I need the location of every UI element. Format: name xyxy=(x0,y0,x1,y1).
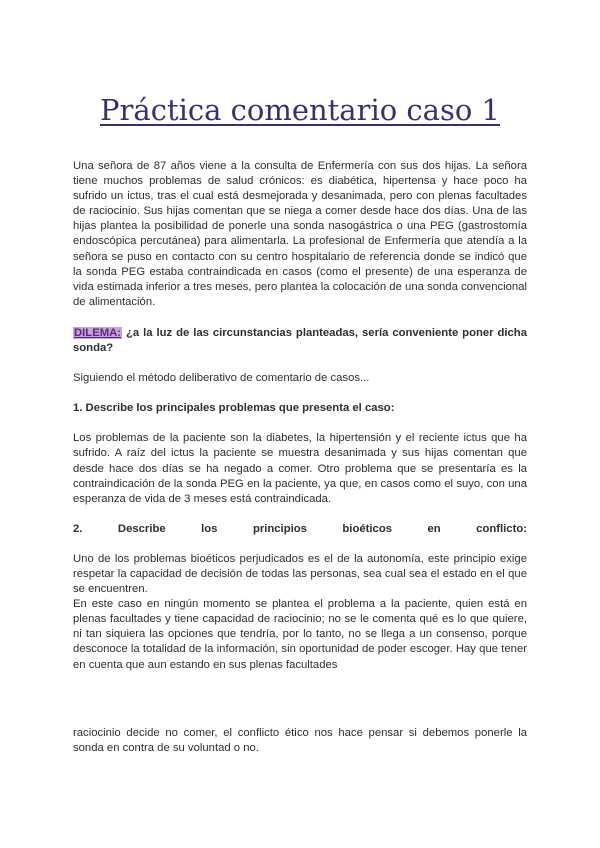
document-body-continued xyxy=(73,726,527,756)
section-1-answer: Los problemas de la paciente son la diabetes, la hipertensión y el reciente ictus que ha sufrido. A raíz del ictus la paciente se muestra desanimada y sus hijas comentan que desde hace dos días se ha negado a comer. Otro problema que se presentaría es la contraindicación de la sonda PEG en la paciente, ya que, en casos como el suyo, con una esperanza de vida de 3 meses está contraindicada. xyxy=(73,432,527,505)
method-intro: Siguiendo el método deliberativo de comentario de casos... xyxy=(73,372,370,385)
section-2-answer-case: En este caso en ningún momento se plantea el problema a la paciente, quien está en plenas facultades y tiene capacidad de raciocinio; no se le comenta qué es lo que quiere, ni tan siquiera las opciones que tendría, por lo tanto, no se llega a un consenso, porque desconoce la totalidad de la información, sin oportunidad de poder escoger. Hay que tener en cuenta que aun estando en sus plenas facultades xyxy=(73,598,527,671)
section-2-answer-conclusion: raciocinio decide no comer, el conflicto ético nos hace pensar si debemos ponerle la sonda en contra de su voluntad o no. xyxy=(73,727,527,755)
document-body xyxy=(73,159,527,673)
section-2-heading: 2. Describe los principios bioéticos en conflicto: xyxy=(73,522,527,535)
case-description: Una señora de 87 años viene a la consulta de Enfermería con sus dos hijas. La señora tiene muchos problemas de salud crónicos: es diabética, hipertensa y hace poco ha sufrido un ictus, tras el cual está desmejorada y desanimada, pero con plenas facultades de raciocinio. Sus hijas comentan que se niega a comer desde hace dos días. Una de las hijas plantea la posibilidad de ponerle una sonda nasogástrica o una PEG (gastrostomía endoscópica percutánea) para alimentarla. La profesional de Enfermería que atendía a la señora se puso en contacto con su centro hospitalario de referencia donde se indicó que la sonda PEG estaba contraindicada en casos (como el presente) de una esperanza de vida estimada inferior a tres meses, pero plantea la colocación de una sonda convencional de alimentación. xyxy=(73,160,527,308)
section-1-heading: 1. Describe los principales problemas que presenta el caso: xyxy=(73,402,395,415)
dilema-question: ¿a la luz de las circunstancias planteadas, sería conveniente poner dicha sonda? xyxy=(73,326,527,355)
dilema-label: DILEMA: xyxy=(74,326,122,339)
page-title xyxy=(0,92,600,128)
dilema-paragraph xyxy=(73,326,527,356)
page-title-text: Práctica comentario caso 1 xyxy=(100,93,500,127)
section-2-answer-autonomy: Uno de los problemas bioéticos perjudicados es el de la autonomía, este principio exige respetar la capacidad de decisión de todas las personas, sea cual sea el estado en el que se encuentren. xyxy=(73,552,527,596)
